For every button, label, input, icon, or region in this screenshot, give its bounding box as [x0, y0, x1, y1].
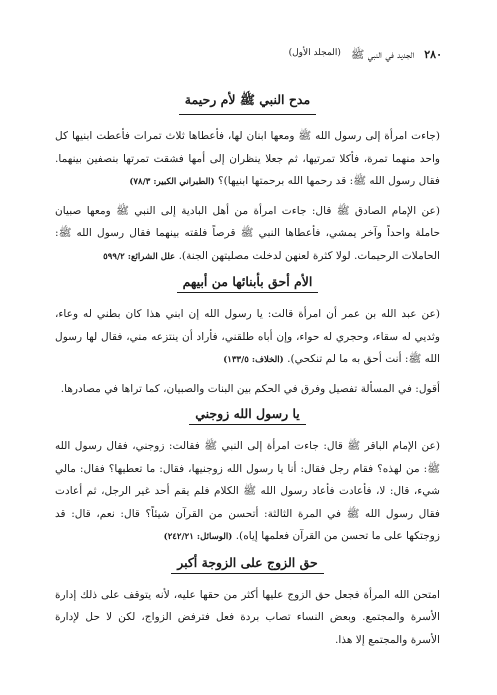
- source-reference: (الطبراني الكبير: ٧٨/٣): [129, 177, 215, 187]
- commentary-paragraph: أقول: في المسألة تفصيل وفرق في الحكم بين البنات والصبيان، كما تراها في مصادرها.: [60, 382, 440, 395]
- source-reference: علل الشرائع: ٥٩٩/٢: [103, 251, 176, 262]
- hadith-paragraph: (عن الإمام الباقر ﷺ قال: جاءت امرأة إلى النبي ﷺ فقالت: زوجني، فقال رسول الله ﷺ: من لهذه؟ فقام رجل فقال: أنا يا رسول الله زوجنيها، فقال: ما تعطيها؟ فقال: مالي شيء، قال: لا، فأعادت فأعاد رسول الله ﷺ الكلام فلم يقم أحد غير الرجل، ثم أعادت فقال رسول الله ﷺ في المرة الثالثة: أتحسن من القرآن شيئاً؟ قال: نعم، قال: قد زوجتكها على ما تحسن من القرآن فعلمها إياه). (الوسائل: ٢٤٢/٢١): [55, 440, 440, 542]
- page-number: ٢٨٠: [424, 48, 442, 61]
- section-heading: حق الزوج على الزوجة أكبر: [55, 555, 440, 574]
- source-reference: (الخلاف: ١٣٣/٥): [223, 355, 284, 365]
- book-title: الجديد في النبي ﷺ: [350, 48, 415, 61]
- volume-label: (المجلد الأول): [288, 48, 341, 58]
- section-heading: يا رسول الله زوجني: [55, 406, 440, 425]
- hadith-paragraph: (عن الإمام الصادق ﷺ قال: جاءت امرأة من أهل البادية إلى النبي ﷺ ومعها صبيان حاملة واحداً وآخر يمشي، فأعطاها النبي ﷺ قرصاً فلقته بينهما فقال رسول الله ﷺ: الحاملات الرحيمات. لولا كثرة لعنهن لدخلت مصليتهن الجنة). علل الشرائع: ٥٩٩/٢: [55, 204, 440, 262]
- section-heading: مدح النبي ﷺ لأم رحيمة: [55, 92, 440, 115]
- source-reference: (الوسائل: ٢٤٢/٢١): [163, 532, 233, 542]
- page-content: [55, 92, 440, 657]
- running-header: [55, 48, 442, 64]
- hadith-paragraph: (جاءت امرأة إلى رسول الله ﷺ ومعها ابنان لها، فأعطاها ثلاث تمرات فأعطت ابنيها كل واحد منهما تمرة، فأكلا تمرتيها، ثم جعلا ينظران إلى أمها فشقت تمرتها بنصفين بينهما. فقال رسول الله ﷺ: قد رحمها الله برحمتها ابنيها)؟ (الطبراني الكبير: ٧٨/٣): [55, 130, 440, 187]
- hadith-paragraph: (عن عبد الله بن عمر أن امرأة قالت: يا رسول الله إن ابني هذا كان بطني له وعاء، وثديي له سقاء، وحجري له حواء، وإن أباه طلقني، فأراد أن ينتزعه مني، فقال لها رسول الله ﷺ: أنت أحق به ما لم تنكحي). (الخلاف: ١٣٣/٥): [55, 308, 440, 365]
- commentary-paragraph: امتحن الله المرأة فجعل حق الزوج عليها أكثر من حقها عليه، لأنه يتوقف على ذلك إدارة الأسرة والمجتمع. وبعض النساء تصاب بردة فعل فترفض الزواج، لكن لا حل لإدارة الأسرة والمجتمع إلا هذا.: [55, 588, 440, 646]
- section-heading: الأم أحق بأبنائها من أبيهم: [55, 274, 440, 293]
